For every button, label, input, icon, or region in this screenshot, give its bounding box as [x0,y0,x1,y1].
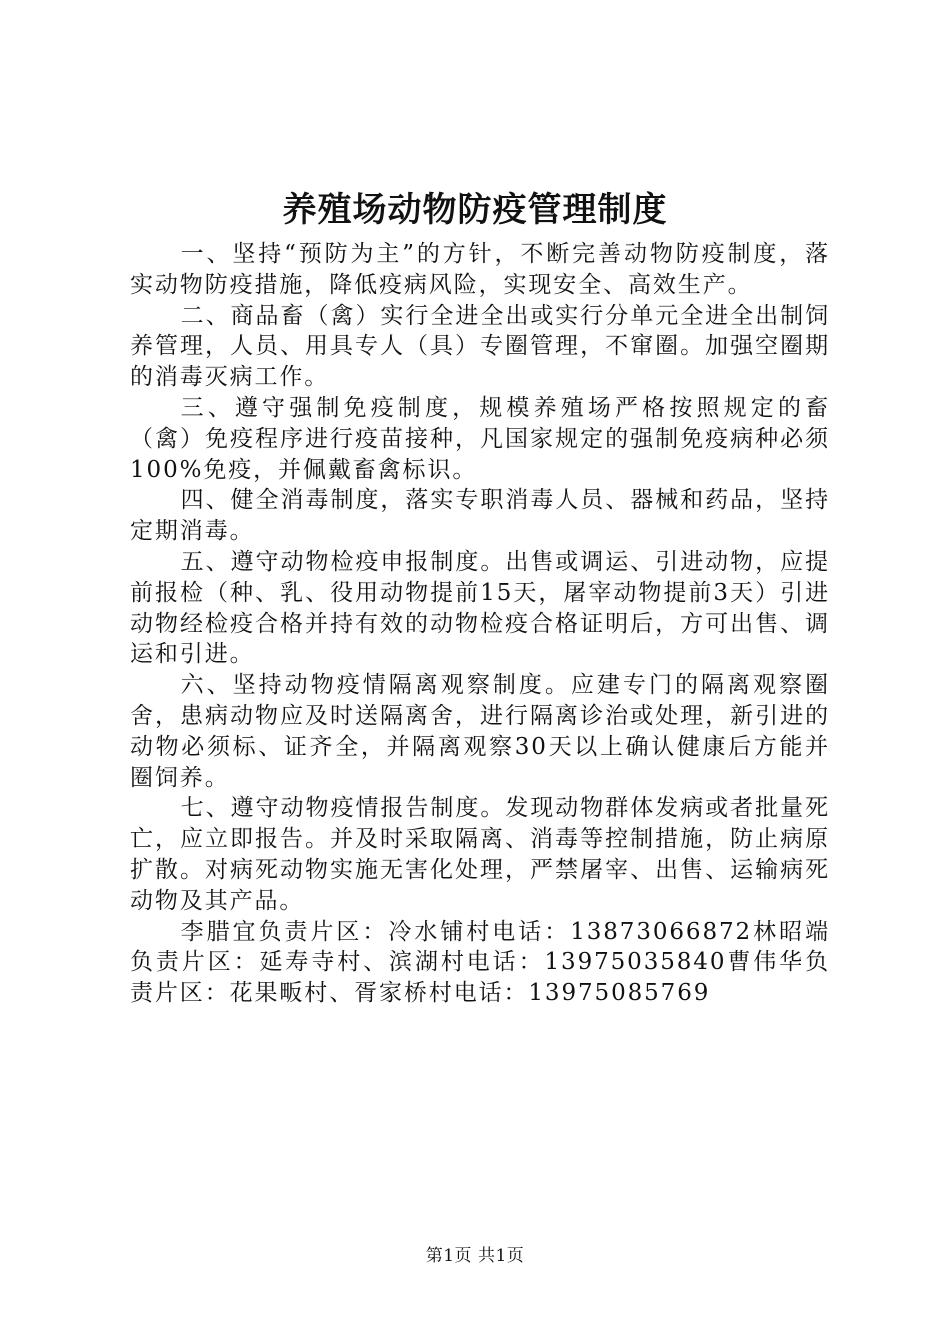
paragraph-2: 二、商品畜（禽）实行全进全出或实行分单元全进全出制饲养管理，人员、用具专人（具）专圈管理，不窜圈。加强空圈期的消毒灭病工作。 [130,302,830,391]
paragraph-6: 六、坚持动物疫情隔离观察制度。应建专门的隔离观察圈舍，患病动物应及时送隔离舍，进行隔离诊治或处理，新引进的动物必须标、证齐全，并隔离观察30天以上确认健康后方能并圈饲养。 [130,672,830,791]
paragraph-7: 七、遵守动物疫情报告制度。发现动物群体发病或者批量死亡，应立即报告。并及时采取隔离、消毒等控制措施，防止病原扩散。对病死动物实施无害化处理，严禁屠宰、出售、运输病死动物及其产品。 [130,795,830,914]
contact-paragraph: 李腊宜负责片区：冷水铺村电话：13873066872林昭端负责片区：延寿寺村、滨湖村电话：13975035840曹伟华负责片区：花果畈村、胥家桥村电话：13975085769 [130,918,830,1007]
document-title: 养殖场动物防疫管理制度 [282,190,668,230]
paragraph-3: 三、遵守强制免疫制度，规模养殖场严格按照规定的畜（禽）免疫程序进行疫苗接种，凡国家规定的强制免疫病种必须100%免疫，并佩戴畜禽标识。 [130,394,830,483]
paragraph-5: 五、遵守动物检疫申报制度。出售或调运、引进动物，应提前报检（种、乳、役用动物提前15天，屠宰动物提前3天）引进动物经检疫合格并持有效的动物检疫合格证明后，方可出售、调运和引进。 [130,548,830,668]
paragraph-1: 一、坚持“预防为主”的方针，不断完善动物防疫制度，落实动物防疫措施，降低疫病风险，实现安全、高效生产。 [130,241,830,298]
document-body [130,239,830,1009]
page-footer: 第1页 共1页 [425,1246,525,1266]
paragraph-4: 四、健全消毒制度，落实专职消毒人员、器械和药品，坚持定期消毒。 [130,487,830,545]
